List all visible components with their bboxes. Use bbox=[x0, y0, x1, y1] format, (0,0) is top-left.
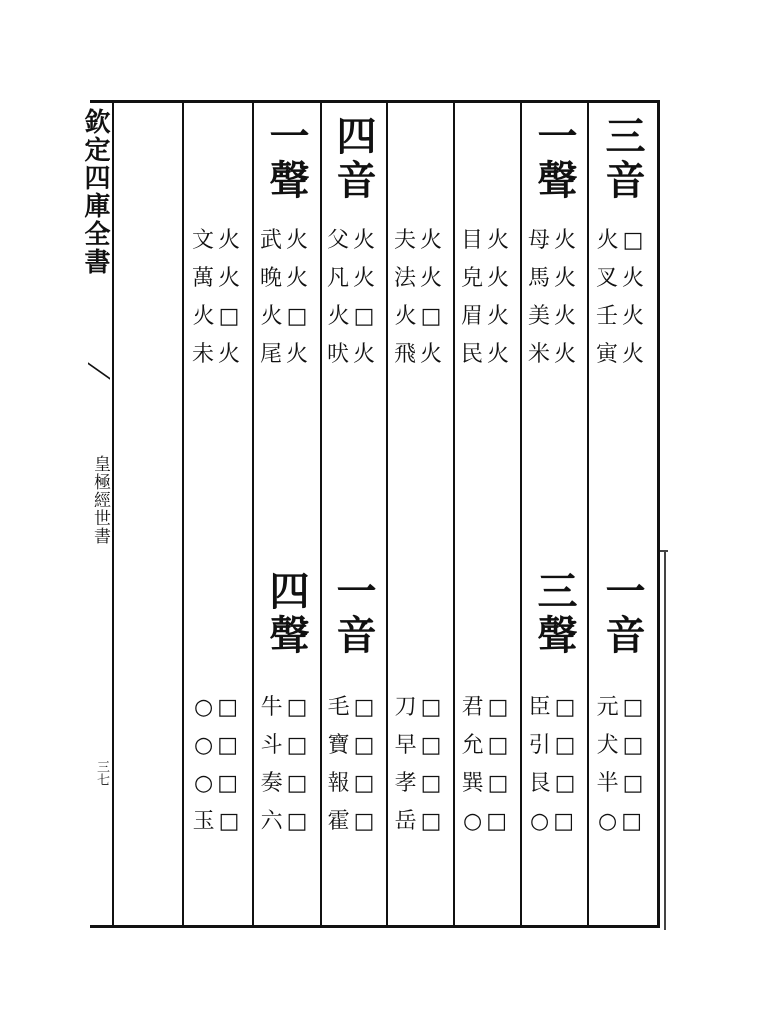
column-divider bbox=[587, 102, 589, 926]
table-entry: □半 bbox=[596, 771, 648, 796]
column-divider bbox=[320, 102, 322, 926]
table-entry: 壬火 bbox=[595, 304, 648, 329]
table-entry: 目火 bbox=[460, 228, 513, 253]
table-entry: 米火 bbox=[527, 342, 580, 367]
table-entry: □○ bbox=[530, 809, 578, 834]
table-entry: □艮 bbox=[528, 771, 580, 796]
table-entry: □玉 bbox=[192, 809, 244, 834]
table-entry: 武火 bbox=[259, 228, 312, 253]
table-entry: 文火 bbox=[191, 228, 244, 253]
table-entry: □六 bbox=[260, 809, 312, 834]
table-entry: □奏 bbox=[260, 771, 312, 796]
table-entry: □牛 bbox=[260, 695, 312, 720]
column-divider bbox=[453, 102, 455, 926]
table-entry: □○ bbox=[194, 733, 242, 758]
table-entry: □火 bbox=[327, 304, 379, 329]
frame-left-rule bbox=[112, 100, 114, 928]
table-entry: □毛 bbox=[327, 695, 379, 720]
table-entry: □○ bbox=[194, 771, 242, 796]
table-entry: □孝 bbox=[394, 771, 446, 796]
table-entry: □元 bbox=[596, 695, 648, 720]
table-entry: 吠火 bbox=[326, 342, 379, 367]
table-entry: □火 bbox=[260, 304, 312, 329]
table-entry: □刀 bbox=[394, 695, 446, 720]
table-entry: 尾火 bbox=[259, 342, 312, 367]
book-title: 欽定四庫全書 bbox=[80, 108, 110, 276]
table-entry: 皃火 bbox=[460, 266, 513, 291]
table-entry: 母火 bbox=[527, 228, 580, 253]
table-entry: □○ bbox=[194, 695, 242, 720]
section-heading: 四聲 bbox=[263, 570, 310, 658]
table-entry: □君 bbox=[461, 695, 513, 720]
table-entry: 晚火 bbox=[259, 266, 312, 291]
table-entry: □火 bbox=[394, 304, 446, 329]
column-divider bbox=[386, 102, 388, 926]
table-entry: □霍 bbox=[327, 809, 379, 834]
table-entry: 父火 bbox=[326, 228, 379, 253]
section-heading: 三聲 bbox=[531, 570, 578, 658]
table-entry: 叉火 bbox=[595, 266, 648, 291]
table-entry: 萬火 bbox=[191, 266, 244, 291]
table-entry: 法火 bbox=[393, 266, 446, 291]
column-divider bbox=[520, 102, 522, 926]
title-bracket bbox=[88, 322, 110, 379]
work-title: 皇極經世書 bbox=[90, 455, 110, 545]
page-number: 三七 bbox=[94, 760, 109, 786]
table-entry: 凡火 bbox=[326, 266, 379, 291]
section-heading: 三音 bbox=[599, 115, 646, 203]
section-heading: 一聲 bbox=[263, 115, 310, 203]
section-heading: 一聲 bbox=[531, 115, 578, 203]
table-entry: □早 bbox=[394, 733, 446, 758]
table-entry: 夫火 bbox=[393, 228, 446, 253]
table-entry: □○ bbox=[463, 809, 511, 834]
table-entry: 馬火 bbox=[527, 266, 580, 291]
table-entry: □報 bbox=[327, 771, 379, 796]
frame-right-rule bbox=[657, 100, 660, 928]
table-entry: □火 bbox=[192, 304, 244, 329]
frame-top-rule bbox=[90, 100, 660, 103]
table-entry: □斗 bbox=[260, 733, 312, 758]
frame-bottom-rule bbox=[90, 925, 660, 928]
table-entry: □臣 bbox=[528, 695, 580, 720]
table-entry: 飛火 bbox=[393, 342, 446, 367]
table-entry: 民火 bbox=[460, 342, 513, 367]
section-heading: 四音 bbox=[330, 115, 377, 203]
table-entry: □岳 bbox=[394, 809, 446, 834]
table-entry: 眉火 bbox=[460, 304, 513, 329]
table-entry: □火 bbox=[596, 228, 648, 253]
table-entry: □寶 bbox=[327, 733, 379, 758]
table-entry: □允 bbox=[461, 733, 513, 758]
table-entry: □○ bbox=[598, 809, 646, 834]
section-heading: 一音 bbox=[599, 570, 646, 658]
section-heading: 一音 bbox=[330, 570, 377, 658]
table-entry: □巽 bbox=[461, 771, 513, 796]
column-divider bbox=[182, 102, 184, 926]
table-entry: 未火 bbox=[191, 342, 244, 367]
table-entry: □犬 bbox=[596, 733, 648, 758]
scan-edge-vertical bbox=[664, 550, 666, 930]
table-entry: □引 bbox=[528, 733, 580, 758]
column-divider bbox=[252, 102, 254, 926]
table-entry: 美火 bbox=[527, 304, 580, 329]
table-entry: 寅火 bbox=[595, 342, 648, 367]
